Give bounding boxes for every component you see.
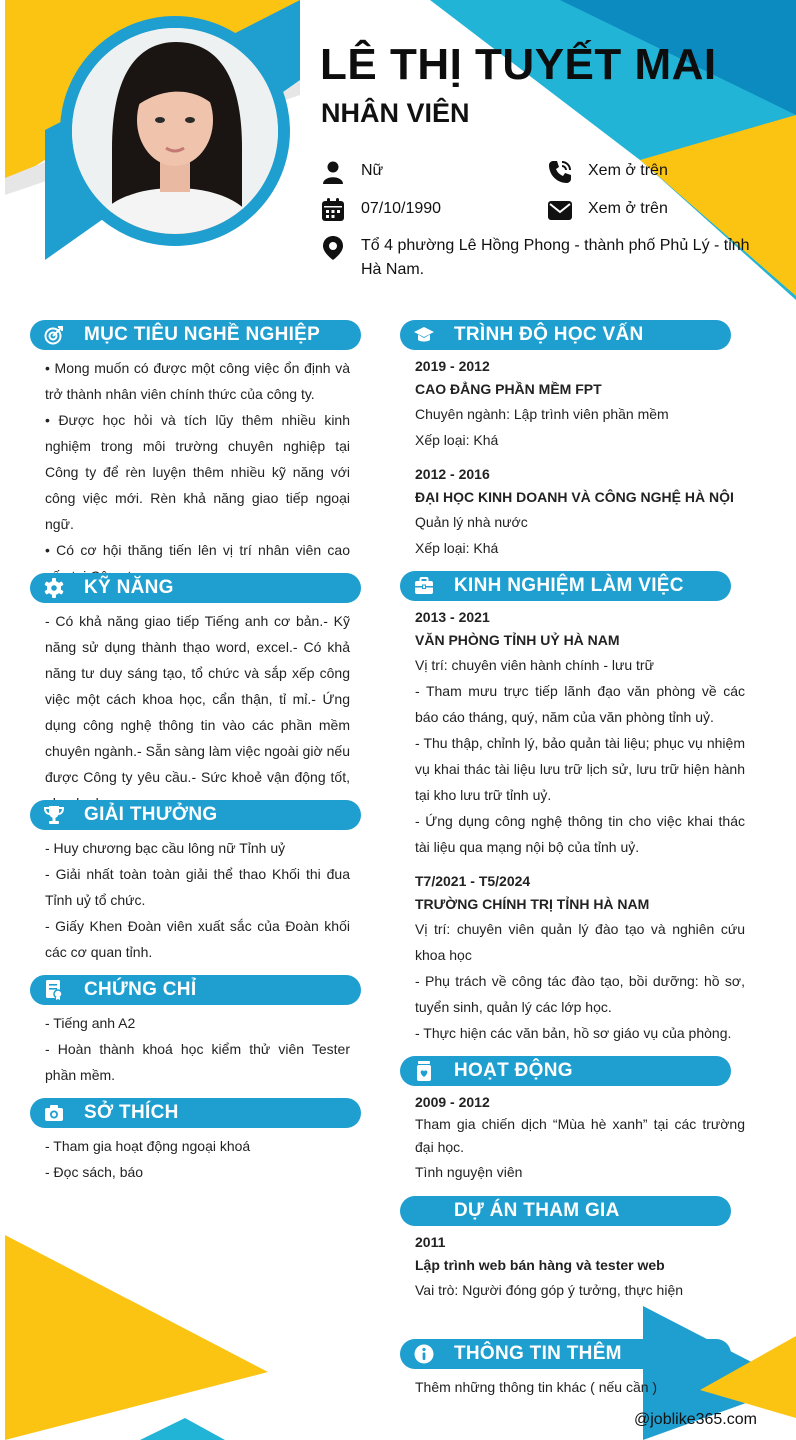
- gear-icon: [44, 578, 64, 598]
- entry-date: T7/2021 - T5/2024: [415, 873, 531, 889]
- address-value: Tổ 4 phường Lê Hồng Phong - thành phố Phủ Lý - tỉnh Hà Nam.: [361, 237, 750, 278]
- certificate-icon: [44, 980, 64, 1000]
- envelope-icon: [548, 198, 572, 222]
- objective-item: • Được học hỏi và tích lũy thêm nhiều kinh nghiệm trong môi trường chuyên nghiệp tại Công ty để rèn luyện thêm nhiều kỹ năng với công việc mới. Rèn khả năng giao tiếp ngoại ngữ.: [45, 412, 350, 532]
- section-header-activities: [400, 1056, 731, 1086]
- section-header-projects: [400, 1196, 731, 1226]
- heart-badge-icon: [414, 1061, 434, 1081]
- experience-entry: [415, 606, 745, 860]
- entry-line: - Tham mưu trực tiếp lãnh đạo văn phòng về các báo cáo tháng, quý, năm của văn phòng tỉnh uỷ.: [415, 683, 745, 725]
- hobby-item: - Tham gia hoạt động ngoại khoá: [45, 1138, 251, 1154]
- graduation-cap-icon: [414, 325, 434, 345]
- section-title: SỞ THÍCH: [84, 1102, 179, 1123]
- awards-content: [45, 835, 350, 965]
- avatar-portrait: [72, 28, 278, 234]
- objective-item: • Mong muốn có được một công việc ổn định và trở thành nhân viên chính thức của công ty.: [45, 360, 350, 402]
- person-name: LÊ THỊ TUYẾT MAI: [320, 40, 717, 89]
- entry-date: 2019 - 2012: [415, 358, 490, 374]
- section-title: DỰ ÁN THAM GIA: [454, 1200, 620, 1221]
- entry-date: 2011: [415, 1234, 446, 1250]
- info-icon: [414, 1344, 434, 1364]
- entry-line: Tham gia chiến dịch “Mùa hè xanh” tại các trường đại học.: [415, 1116, 745, 1155]
- entry-line: Chuyên ngành: Lập trình viên phần mềm: [415, 406, 669, 422]
- avatar: [72, 28, 278, 234]
- hobbies-content: [45, 1133, 350, 1185]
- briefcase-icon: [414, 576, 434, 596]
- section-header-hobbies: [30, 1098, 361, 1128]
- hobby-item: - Đọc sách, báo: [45, 1164, 144, 1180]
- section-title: CHỨNG CHỈ: [84, 979, 197, 1000]
- award-item: - Huy chương bạc cầu lông nữ Tỉnh uỷ: [45, 840, 286, 856]
- certificate-item: - Hoàn thành khoá học kiểm thử viên Tester phần mềm.: [45, 1041, 350, 1083]
- entry-organization: ĐẠI HỌC KINH DOANH VÀ CÔNG NGHỆ HÀ NỘI: [415, 489, 734, 505]
- entry-organization: Lập trình web bán hàng và tester web: [415, 1257, 665, 1273]
- watermark: @joblike365.com: [634, 1411, 757, 1428]
- entry-organization: TRƯỜNG CHÍNH TRỊ TỈNH HÀ NAM: [415, 896, 650, 912]
- section-header-extra: [400, 1339, 731, 1369]
- section-header-education: [400, 320, 731, 350]
- entry-organization: VĂN PHÒNG TỈNH UỶ HÀ NAM: [415, 632, 620, 648]
- education-entry: [415, 355, 745, 453]
- award-item: - Giải nhất toàn toàn giải thể thao Khối thi đua Tỉnh uỷ tổ chức.: [45, 866, 350, 908]
- phone-icon: [548, 160, 572, 184]
- award-item: - Giấy Khen Đoàn viên xuất sắc của Đoàn khối các cơ quan tỉnh.: [45, 918, 350, 960]
- email-value: Xem ở trên: [588, 200, 668, 217]
- objective-content: [45, 355, 350, 589]
- section-title: HOẠT ĐỘNG: [454, 1060, 573, 1081]
- section-title: KỸ NĂNG: [84, 577, 174, 598]
- user-icon: [321, 160, 345, 184]
- section-header-certificates: [30, 975, 361, 1005]
- section-header-skills: [30, 573, 361, 603]
- entry-line: Vị trí: chuyên viên quản lý đào tạo và nghiên cứu khoa học: [415, 921, 745, 963]
- entry-line: Xếp loại: Khá: [415, 540, 499, 556]
- entry-line: Quản lý nhà nước: [415, 514, 528, 530]
- section-title: MỤC TIÊU NGHỀ NGHIỆP: [84, 324, 321, 345]
- activity-entry: [415, 1091, 745, 1185]
- entry-line: Vai trò: Người đóng góp ý tưởng, thực hiện: [415, 1282, 684, 1298]
- section-title: GIẢI THƯỞNG: [84, 804, 218, 825]
- entry-line: Vị trí: chuyên viên hành chính - lưu trữ: [415, 657, 654, 673]
- certificate-item: - Tiếng anh A2: [45, 1015, 136, 1031]
- phone-value: Xem ở trên: [588, 162, 668, 179]
- education-entry: [415, 463, 745, 561]
- entry-date: 2013 - 2021: [415, 609, 490, 625]
- section-title: TRÌNH ĐỘ HỌC VẤN: [454, 324, 644, 345]
- trophy-icon: [44, 805, 64, 825]
- entry-line: Xếp loại: Khá: [415, 432, 499, 448]
- entry-line: Tình nguyện viên: [415, 1164, 523, 1180]
- target-icon: [44, 325, 64, 345]
- entry-date: 2009 - 2012: [415, 1094, 490, 1110]
- experience-entry: [415, 870, 745, 1046]
- entry-date: 2012 - 2016: [415, 466, 490, 482]
- entry-line: - Ứng dụng công nghệ thông tin cho việc khai thác tài liệu qua mạng nội bộ của tỉnh uỷ.: [415, 813, 745, 855]
- skills-content: [45, 608, 350, 816]
- calendar-icon: [321, 198, 345, 222]
- entry-line: - Thu thập, chỉnh lý, bảo quản tài liệu; phục vụ nhiệm vụ khai thác tài liệu lưu trữ lịch sử, lưu trữ hiện hành tại kho lưu trữ tỉnh uỷ.: [415, 735, 745, 803]
- extra-entry: [415, 1374, 745, 1400]
- section-title: KINH NGHIỆM LÀM VIỆC: [454, 575, 684, 596]
- certificates-content: [45, 1010, 350, 1088]
- section-header-awards: [30, 800, 361, 830]
- birthdate-value: 07/10/1990: [361, 200, 442, 217]
- section-header-experience: [400, 571, 731, 601]
- camera-icon: [44, 1103, 64, 1123]
- gender-value: Nữ: [361, 162, 384, 179]
- objective-item: • Có cơ hội thăng tiến lên vị trí nhân viên cao: [45, 542, 350, 558]
- section-header-objective: [30, 320, 361, 350]
- extra-text: Thêm những thông tin khác ( nếu cần ): [415, 1379, 658, 1395]
- entry-line: - Thực hiện các văn bản, hồ sơ giáo vụ của phòng.: [415, 1025, 732, 1041]
- section-title: THÔNG TIN THÊM: [454, 1343, 622, 1364]
- job-title: NHÂN VIÊN: [321, 98, 470, 128]
- project-entry: [415, 1231, 745, 1303]
- entry-organization: CAO ĐẲNG PHẦN MỀM FPT: [415, 381, 602, 397]
- location-pin-icon: [321, 236, 345, 260]
- skills-text: - Có khả năng giao tiếp Tiếng anh cơ bản.- Kỹ năng sử dụng thành thạo word, excel.- Có khả năng tư duy sáng tạo, tổ chức và sắp xếp công việc một cách khoa học, cẩn thận, tỉ mỉ.- Ứng dụng công nghệ thông tin vào các phần mềm chuyên ngành.- Sẵn sàng làm việc ngoài giờ nếu được Công ty yêu cầu.- Sức khoẻ vận động tốt,: [45, 613, 350, 785]
- entry-line: - Phụ trách về công tác đào tạo, bồi dưỡng: hồ sơ, tuyển sinh, quản lý các lớp học.: [415, 973, 745, 1015]
